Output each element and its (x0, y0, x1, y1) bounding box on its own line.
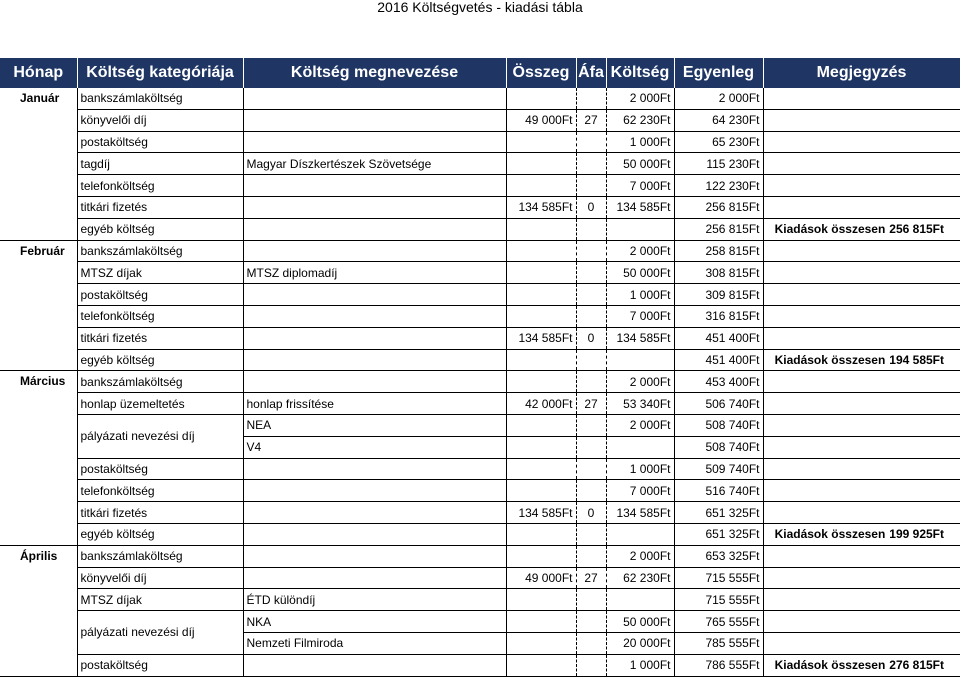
vat-cell (576, 131, 606, 153)
name-cell (243, 196, 506, 218)
category-cell: könyvelői díj (77, 109, 243, 131)
vat-cell (576, 218, 606, 240)
category-cell: bankszámlaköltség (77, 371, 243, 393)
month-cell: Január (0, 88, 77, 240)
balance-cell: 258 815Ft (674, 240, 763, 262)
name-cell (243, 371, 506, 393)
note-cell (763, 611, 960, 633)
name-cell: ÉTD különdíj (243, 589, 506, 611)
cost-cell: 1 000Ft (606, 654, 674, 676)
category-cell: bankszámlaköltség (77, 240, 243, 262)
balance-cell: 508 740Ft (674, 414, 763, 436)
note-cell (763, 240, 960, 262)
table-row (0, 458, 960, 480)
vat-cell (576, 523, 606, 545)
name-cell (243, 327, 506, 349)
amount-cell (506, 523, 576, 545)
cost-cell: 134 585Ft (606, 327, 674, 349)
cost-cell: 53 340Ft (606, 393, 674, 415)
category-cell: titkári fizetés (77, 502, 243, 524)
category-cell: titkári fizetés (77, 196, 243, 218)
header-balance: Egyenleg (674, 58, 763, 88)
balance-cell: 786 555Ft (674, 654, 763, 676)
balance-cell: 453 400Ft (674, 371, 763, 393)
name-cell (243, 109, 506, 131)
vat-cell (576, 349, 606, 371)
note-cell (763, 284, 960, 306)
vat-cell (576, 414, 606, 436)
cost-cell: 7 000Ft (606, 305, 674, 327)
header-amount: Összeg (506, 58, 576, 88)
table-row (0, 305, 960, 327)
category-cell: egyéb költség (77, 218, 243, 240)
amount-cell (506, 262, 576, 284)
table-row (0, 109, 960, 131)
balance-cell: 115 230Ft (674, 153, 763, 175)
summary-value: 194 585Ft (889, 352, 944, 367)
vat-cell (576, 305, 606, 327)
balance-cell: 651 325Ft (674, 523, 763, 545)
amount-cell: 49 000Ft (506, 109, 576, 131)
cost-cell: 2 000Ft (606, 88, 674, 109)
category-cell: postaköltség (77, 458, 243, 480)
balance-cell: 64 230Ft (674, 109, 763, 131)
amount-cell (506, 436, 576, 458)
month-cell: Április (0, 545, 77, 676)
cost-cell (606, 523, 674, 545)
category-cell: bankszámlaköltség (77, 88, 243, 109)
vat-cell (576, 262, 606, 284)
name-cell (243, 349, 506, 371)
name-cell: honlap frissítése (243, 393, 506, 415)
note-cell (763, 632, 960, 654)
header-vat: Áfa (576, 58, 606, 88)
summary-label: Kiadások összesen (774, 352, 886, 367)
cost-cell: 20 000Ft (606, 632, 674, 654)
category-cell: postaköltség (77, 131, 243, 153)
balance-cell: 256 815Ft (674, 218, 763, 240)
table-row (0, 480, 960, 502)
amount-cell (506, 545, 576, 567)
header-row (0, 58, 960, 88)
note-cell (763, 393, 960, 415)
balance-cell: 509 740Ft (674, 458, 763, 480)
category-cell: pályázati nevezési díj (77, 414, 243, 458)
cost-cell: 2 000Ft (606, 240, 674, 262)
amount-cell (506, 589, 576, 611)
note-cell (763, 502, 960, 524)
name-cell (243, 240, 506, 262)
header-note: Megjegyzés (763, 58, 960, 88)
balance-cell: 308 815Ft (674, 262, 763, 284)
summary-value: 199 925Ft (889, 527, 944, 542)
category-cell: postaköltség (77, 284, 243, 306)
table-row (0, 327, 960, 349)
vat-cell: 27 (576, 109, 606, 131)
header-category: Költség kategóriája (77, 58, 243, 88)
amount-cell (506, 218, 576, 240)
amount-cell (506, 654, 576, 676)
name-cell (243, 502, 506, 524)
vat-cell (576, 88, 606, 109)
cost-cell (606, 218, 674, 240)
note-cell (763, 327, 960, 349)
name-cell (243, 218, 506, 240)
category-cell: könyvelői díj (77, 567, 243, 589)
balance-cell: 651 325Ft (674, 502, 763, 524)
vat-cell: 27 (576, 393, 606, 415)
table-row (0, 589, 960, 611)
summary-value: 276 815Ft (889, 658, 944, 673)
vat-cell (576, 175, 606, 197)
name-cell: Magyar Díszkertészek Szövetsége (243, 153, 506, 175)
note-cell (763, 436, 960, 458)
category-cell: telefonköltség (77, 305, 243, 327)
cost-cell (606, 436, 674, 458)
amount-cell (506, 305, 576, 327)
note-cell (763, 153, 960, 175)
amount-cell (506, 371, 576, 393)
balance-cell: 65 230Ft (674, 131, 763, 153)
name-cell (243, 131, 506, 153)
balance-cell: 316 815Ft (674, 305, 763, 327)
table-row (0, 567, 960, 589)
budget-table (0, 58, 960, 677)
cost-cell: 134 585Ft (606, 502, 674, 524)
amount-cell (506, 611, 576, 633)
cost-cell: 2 000Ft (606, 545, 674, 567)
table-row (0, 349, 960, 371)
cost-cell: 2 000Ft (606, 371, 674, 393)
cost-cell: 1 000Ft (606, 131, 674, 153)
amount-cell: 42 000Ft (506, 393, 576, 415)
balance-cell: 765 555Ft (674, 611, 763, 633)
category-cell: egyéb költség (77, 523, 243, 545)
table-row (0, 654, 960, 676)
table-row (0, 88, 960, 109)
balance-cell: 256 815Ft (674, 196, 763, 218)
cost-cell: 134 585Ft (606, 196, 674, 218)
category-cell: telefonköltség (77, 175, 243, 197)
name-cell: NEA (243, 414, 506, 436)
category-cell: titkári fizetés (77, 327, 243, 349)
category-cell: egyéb költség (77, 349, 243, 371)
table-row (0, 611, 960, 633)
vat-cell (576, 153, 606, 175)
name-cell (243, 284, 506, 306)
note-cell (763, 567, 960, 589)
cost-cell: 2 000Ft (606, 414, 674, 436)
note-cell (763, 589, 960, 611)
vat-cell (576, 480, 606, 502)
amount-cell: 134 585Ft (506, 502, 576, 524)
vat-cell (576, 545, 606, 567)
amount-cell: 134 585Ft (506, 327, 576, 349)
balance-cell: 309 815Ft (674, 284, 763, 306)
table-row (0, 153, 960, 175)
cost-cell: 7 000Ft (606, 480, 674, 502)
balance-cell: 451 400Ft (674, 327, 763, 349)
table-row (0, 523, 960, 545)
summary-label: Kiadások összesen (774, 658, 886, 673)
balance-cell: 516 740Ft (674, 480, 763, 502)
vat-cell (576, 240, 606, 262)
summary-value: 256 815Ft (889, 222, 944, 237)
month-total-note (763, 349, 960, 371)
name-cell: MTSZ diplomadíj (243, 262, 506, 284)
table-row (0, 545, 960, 567)
balance-cell: 2 000Ft (674, 88, 763, 109)
amount-cell (506, 153, 576, 175)
note-cell (763, 458, 960, 480)
vat-cell: 0 (576, 196, 606, 218)
category-cell: bankszámlaköltség (77, 545, 243, 567)
note-cell (763, 480, 960, 502)
month-cell: Március (0, 371, 77, 545)
header-cost: Költség (606, 58, 674, 88)
category-cell: MTSZ díjak (77, 262, 243, 284)
vat-cell (576, 371, 606, 393)
table-row (0, 218, 960, 240)
table-row (0, 196, 960, 218)
amount-cell (506, 458, 576, 480)
note-cell (763, 175, 960, 197)
note-cell (763, 305, 960, 327)
table-row (0, 262, 960, 284)
note-cell (763, 196, 960, 218)
table-row (0, 131, 960, 153)
name-cell (243, 88, 506, 109)
note-cell (763, 414, 960, 436)
table-row (0, 240, 960, 262)
vat-cell (576, 611, 606, 633)
cost-cell: 50 000Ft (606, 611, 674, 633)
amount-cell (506, 175, 576, 197)
amount-cell: 134 585Ft (506, 196, 576, 218)
balance-cell: 715 555Ft (674, 567, 763, 589)
summary-label: Kiadások összesen (774, 222, 886, 237)
category-cell: MTSZ díjak (77, 589, 243, 611)
note-cell (763, 131, 960, 153)
amount-cell (506, 131, 576, 153)
table-body (0, 88, 960, 676)
vat-cell (576, 654, 606, 676)
cost-cell: 7 000Ft (606, 175, 674, 197)
amount-cell (506, 88, 576, 109)
table-row (0, 414, 960, 436)
cost-cell: 50 000Ft (606, 262, 674, 284)
name-cell (243, 305, 506, 327)
name-cell: Nemzeti Filmiroda (243, 632, 506, 654)
balance-cell: 653 325Ft (674, 545, 763, 567)
amount-cell: 49 000Ft (506, 567, 576, 589)
header-month: Hónap (0, 58, 77, 88)
vat-cell (576, 589, 606, 611)
page-title: 2016 Költségvetés - kiadási tábla (377, 0, 583, 15)
vat-cell (576, 436, 606, 458)
category-cell: tagdíj (77, 153, 243, 175)
category-cell: postaköltség (77, 654, 243, 676)
name-cell: V4 (243, 436, 506, 458)
vat-cell: 0 (576, 327, 606, 349)
balance-cell: 715 555Ft (674, 589, 763, 611)
vat-cell: 0 (576, 502, 606, 524)
category-cell: pályázati nevezési díj (77, 611, 243, 655)
table-row (0, 371, 960, 393)
note-cell (763, 371, 960, 393)
amount-cell (506, 349, 576, 371)
name-cell (243, 480, 506, 502)
name-cell (243, 567, 506, 589)
header-name: Költség megnevezése (243, 58, 506, 88)
balance-cell: 506 740Ft (674, 393, 763, 415)
balance-cell: 508 740Ft (674, 436, 763, 458)
amount-cell (506, 240, 576, 262)
table-row (0, 502, 960, 524)
category-cell: honlap üzemeltetés (77, 393, 243, 415)
cost-cell (606, 349, 674, 371)
cost-cell: 62 230Ft (606, 109, 674, 131)
cost-cell: 1 000Ft (606, 284, 674, 306)
name-cell (243, 458, 506, 480)
vat-cell: 27 (576, 567, 606, 589)
amount-cell (506, 414, 576, 436)
amount-cell (506, 284, 576, 306)
month-total-note (763, 654, 960, 676)
amount-cell (506, 632, 576, 654)
name-cell: NKA (243, 611, 506, 633)
table-row (0, 393, 960, 415)
cost-cell: 50 000Ft (606, 153, 674, 175)
table-row (0, 175, 960, 197)
balance-cell: 451 400Ft (674, 349, 763, 371)
note-cell (763, 88, 960, 109)
amount-cell (506, 480, 576, 502)
name-cell (243, 175, 506, 197)
balance-cell: 122 230Ft (674, 175, 763, 197)
month-total-note (763, 218, 960, 240)
cost-cell (606, 589, 674, 611)
vat-cell (576, 284, 606, 306)
name-cell (243, 523, 506, 545)
note-cell (763, 109, 960, 131)
name-cell (243, 654, 506, 676)
balance-cell: 785 555Ft (674, 632, 763, 654)
vat-cell (576, 632, 606, 654)
summary-label: Kiadások összesen (774, 527, 886, 542)
cost-cell: 62 230Ft (606, 567, 674, 589)
category-cell: telefonköltség (77, 480, 243, 502)
name-cell (243, 545, 506, 567)
month-cell: Február (0, 240, 77, 371)
note-cell (763, 545, 960, 567)
table-row (0, 284, 960, 306)
note-cell (763, 262, 960, 284)
month-total-note (763, 523, 960, 545)
vat-cell (576, 458, 606, 480)
cost-cell: 1 000Ft (606, 458, 674, 480)
